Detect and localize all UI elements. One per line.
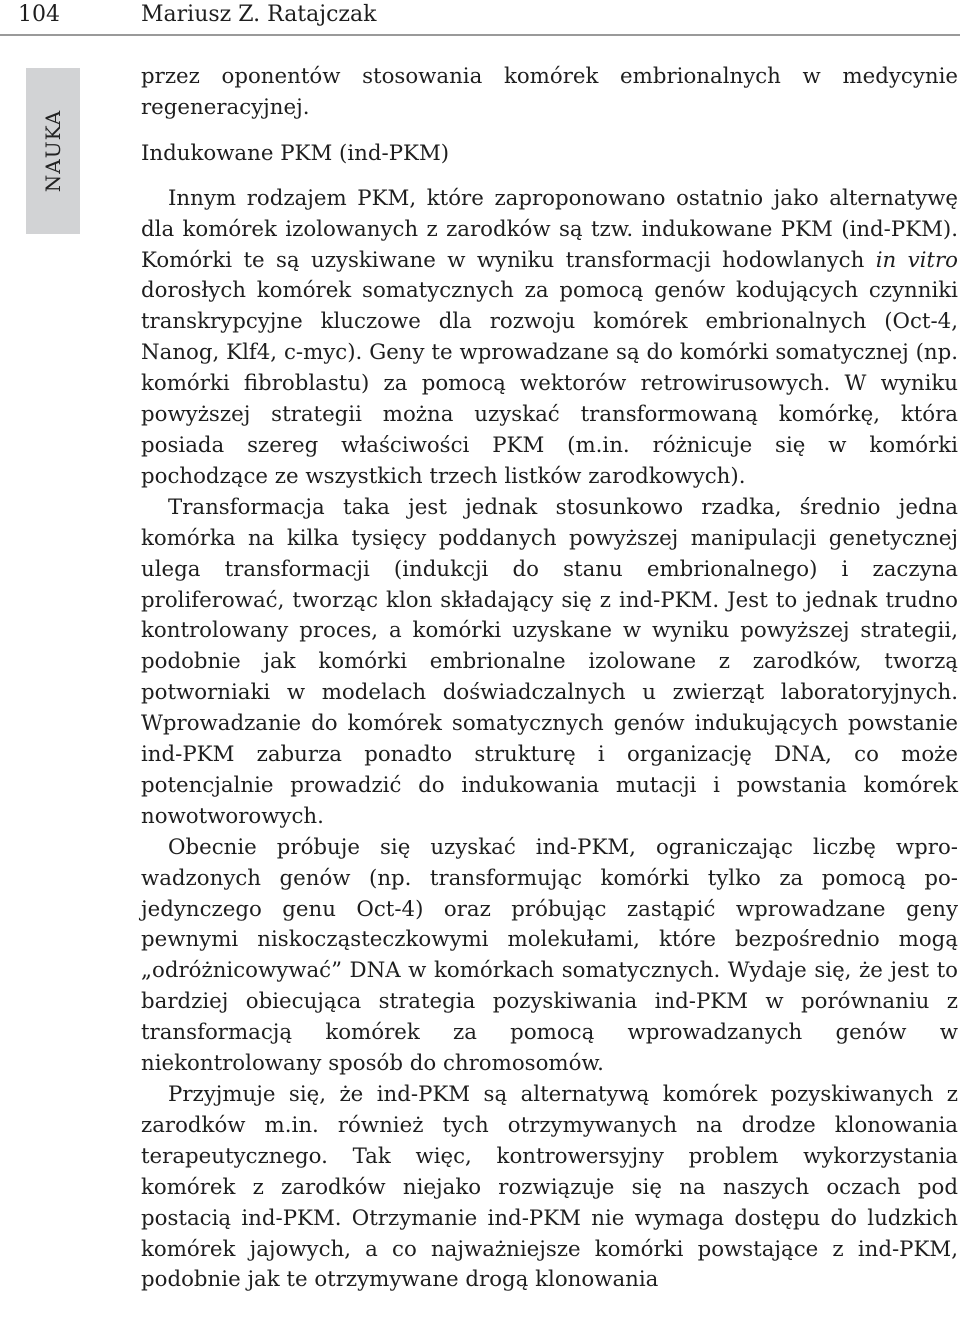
paragraph-intro: przez oponentów stosowania komórek embrionalnych w medycynie regeneracyjnej. — [141, 64, 958, 120]
running-head-author: Mariusz Z. Ratajczak — [141, 2, 377, 27]
section-side-tab — [26, 68, 80, 234]
section-side-tab-label: NAUKA — [41, 109, 65, 193]
page-header — [0, 0, 960, 34]
paragraph-2: Transformacja taka jest jednak stosunkowo rzadka, średnio jedna komórka na kilka tysięcy poddanych powyższej manipulacji genetycznej ulega transformacji (indukcji do stanu embrionalnego) i zaczyna proliferować, tworząc klon składający się z ind-PKM. Jest to jednak trudno kontrolowany proces, a komórki uzyskane w wyniku powyższej strategii, podobnie jak komórki embrionalne izolowane z zarodków, tworzą potworniaki w modelach doświadczalnych u zwierząt laboratoryjnych. Wprowadzanie do komórek somatycznych genów indukujących powstanie ind-PKM zaburza ponadto strukturę i organizację DNA, co może potencjalnie prowadzić do indukowania mutacji i powstania komórek nowotworowych. — [141, 494, 958, 829]
page-number: 104 — [18, 2, 60, 27]
header-rule — [0, 34, 960, 36]
paragraph-3: Obecnie próbuje się uzyskać ind-PKM, ograniczając liczbę wprowadzonych genów (np. transformując komórki tylko za pomocą pojedynczego genu Oct-4) oraz próbując zastąpić wprowadzane geny pewnymi niskocząsteczkowymi molekułami, które bezpośrednio mogą „odróżnicowywać” DNA w komórkach somatycznych. Wydaje się, że jest to bardziej obiecująca strategia pozyskiwania ind-PKM w porównaniu z transformacją komórek za pomocą wprowadzanych genów w niekontrolowany sposób do chromosomów. — [141, 834, 958, 1077]
paragraph-1-italic-term: in vitro — [875, 247, 958, 273]
paragraph-1 — [141, 184, 958, 493]
paragraph-1-part-b: dorosłych komórek somatycznych za pomocą genów kodujących czynniki transkrypcyjne kluczowe dla rozwoju komórek embrionalnych (Oct-4, Nanog, Klf4, c-myc). Geny te wprowadzane są do komórki somatycznej (np. komórki fibroblastu) za pomocą wektorów retrowirusowych. W wyniku powyższej strategii można uzyskać transformowaną komórkę, która posiada szereg właściwości PKM (m.in. różnicuje się w komórki pochodzące ze wszystkich trzech listków zarodkowych). — [141, 278, 958, 489]
article-body — [141, 62, 958, 1296]
section-heading: Indukowane PKM (ind-PKM) — [141, 140, 450, 166]
paragraph-1-part-a: Innym rodzajem PKM, które zaproponowano ostatnio jako alternatywę dla komórek izolowanych z zarodków są tzw. indukowane PKM (ind-PKM). Komórki te są uzyskiwane w wyniku transformacji hodowlanych — [141, 185, 958, 273]
paragraph-4: Przyjmuje się, że ind-PKM są alternatywą komórek pozyskiwanych z zarodków m.in. również tych otrzymywanych na drodze klonowania terapeutycznego. Tak więc, kontrowersyjny problem wykorzystania komórek z zarodków niejako rozwiązuje się na naszych oczach pod postacią ind-PKM. Otrzymanie ind-PKM nie wymaga dostępu do ludzkich komórek jajowych, a co najważniejsze komórki powstające z ind-PKM, podobnie jak te otrzymywane drogą klonowania — [141, 1082, 958, 1293]
